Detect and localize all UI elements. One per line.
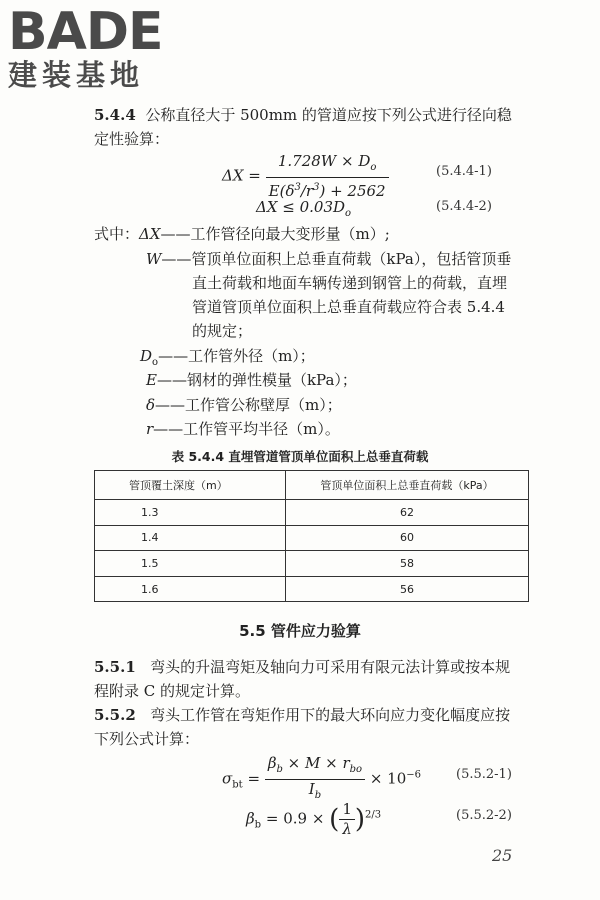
clause-5-5-2-line2: 下列公式计算： <box>94 730 200 748</box>
header-depth: 管顶覆土深度（m） <box>95 471 286 500</box>
clause-text: 公称直径大于 500mm 的管道应按下列公式进行径向稳 <box>145 106 512 124</box>
where-w-line2: 直土荷载和地面车辆传递到钢管上的荷载，直埋 <box>192 274 508 292</box>
where-dx <box>94 223 390 245</box>
logo-wordmark: BADE <box>8 2 163 62</box>
clause-number: 5.5.2 <box>94 706 136 724</box>
table-row <box>95 551 529 577</box>
page-number: 25 <box>492 846 513 865</box>
definition-do: ——工作管外径（m）； <box>158 347 315 365</box>
symbol-r: r <box>146 420 154 438</box>
clause-5-4-4-line1 <box>94 104 512 126</box>
cell-depth: 1.6 <box>95 576 286 602</box>
table-header-row <box>95 471 529 500</box>
table-row <box>95 576 529 602</box>
clause-5-5-2-line1 <box>94 704 510 726</box>
definition-r: ——工作管平均半径（m）。 <box>153 420 340 438</box>
equation-number: (5.4.4-2) <box>436 199 492 214</box>
eq-denominator: $E(\delta^3/r^3) + 2562$ <box>268 182 386 200</box>
eq-fraction: $\frac{1}{\lambda}$ <box>339 800 355 839</box>
table-caption: 表 5.4.4 直埋管道管顶单位面积上总垂直荷载 <box>171 449 429 464</box>
equation-5-5-2-2: $\beta_b = 0.9$ × ( $\frac{1}{\lambda}$ )$^{2/3}$ <box>246 800 382 838</box>
eq-denominator: $I_b$ <box>308 780 322 801</box>
eq-fraction <box>266 152 389 201</box>
where-intro: 式中： <box>94 225 140 243</box>
equation-5-4-4-1 <box>222 152 389 201</box>
cell-load: 62 <box>286 500 529 526</box>
clause-text: 弯头的升温弯矩及轴向力可采用有限元法计算或按本规 <box>150 658 511 676</box>
where-do: $D_o——$工作管外径（m）； <box>140 347 315 368</box>
eq-numerator: $\beta_b \times M \times r_{bo}$ <box>265 754 365 780</box>
cell-load: 56 <box>286 576 529 602</box>
symbol-delta: δ <box>146 396 156 414</box>
cell-load: 58 <box>286 551 529 577</box>
eq-exponent: 2/3 <box>365 809 382 821</box>
brand-logo <box>8 4 178 92</box>
where-r <box>146 418 340 440</box>
eq-lhs: ΔX = <box>222 166 261 185</box>
where-e <box>146 369 357 391</box>
table-row <box>95 525 529 551</box>
cell-depth: 1.5 <box>95 551 286 577</box>
header-load: 管顶单位面积上总垂直荷载（kPa） <box>286 471 529 500</box>
load-table <box>94 470 529 602</box>
clause-number: 5.5.1 <box>94 658 136 676</box>
equation-5-5-2-1: $\sigma_{bt}$ = $\frac{\beta_b \times M \times r_{bo}}{I_b}$ × $10^{-6}$ <box>222 754 421 805</box>
definition-dx: ——工作管径向最大变形量（m）; <box>160 225 390 243</box>
symbol-e: E <box>146 371 157 389</box>
clause-5-5-1-line1 <box>94 656 510 678</box>
symbol-do: D <box>140 347 153 365</box>
definition-delta: ——工作管公称壁厚（m）； <box>155 396 342 414</box>
equation-5-4-4-2: $\Delta X \le 0.03D_o$ <box>256 198 352 219</box>
eq-lhs: σ <box>222 769 233 788</box>
where-delta <box>146 394 342 416</box>
logo-subtitle: 建装基地 <box>8 58 145 92</box>
clause-5-4-4-line2: 定性验算： <box>94 130 170 148</box>
symbol-dx: ΔX <box>139 225 161 243</box>
definition-w: ——管顶单位面积上总垂直荷载（kPa），包括管顶垂 <box>161 250 512 268</box>
where-w-line3: 管道管顶单位面积上总垂直荷载应符合表 5.4.4 <box>192 298 505 316</box>
eq-lhs: β <box>246 809 255 828</box>
clause-text: 弯头工作管在弯矩作用下的最大环向应力变化幅度应按 <box>150 706 511 724</box>
eq-numerator: $1.728W \times D_o$ <box>266 152 389 178</box>
eq-fraction <box>265 754 365 805</box>
equation-number: (5.4.4-1) <box>436 164 492 179</box>
eq-scale: × 10 <box>369 769 407 788</box>
section-heading: 5.5 管件应力验算 <box>239 622 361 640</box>
where-w-line4: 的规定； <box>192 322 253 340</box>
where-w <box>146 248 511 270</box>
clause-number: 5.4.4 <box>94 106 136 124</box>
definition-e: ——钢材的弹性模量（kPa）； <box>156 371 357 389</box>
table-row <box>95 500 529 526</box>
equation-number: (5.5.2-2) <box>456 808 512 823</box>
cell-load: 60 <box>286 525 529 551</box>
cell-depth: 1.4 <box>95 525 286 551</box>
equation-number: (5.5.2-1) <box>456 767 512 782</box>
cell-depth: 1.3 <box>95 500 286 526</box>
symbol-w: W <box>146 250 162 268</box>
clause-5-5-1-line2: 程附录 C 的规定计算。 <box>94 682 251 700</box>
